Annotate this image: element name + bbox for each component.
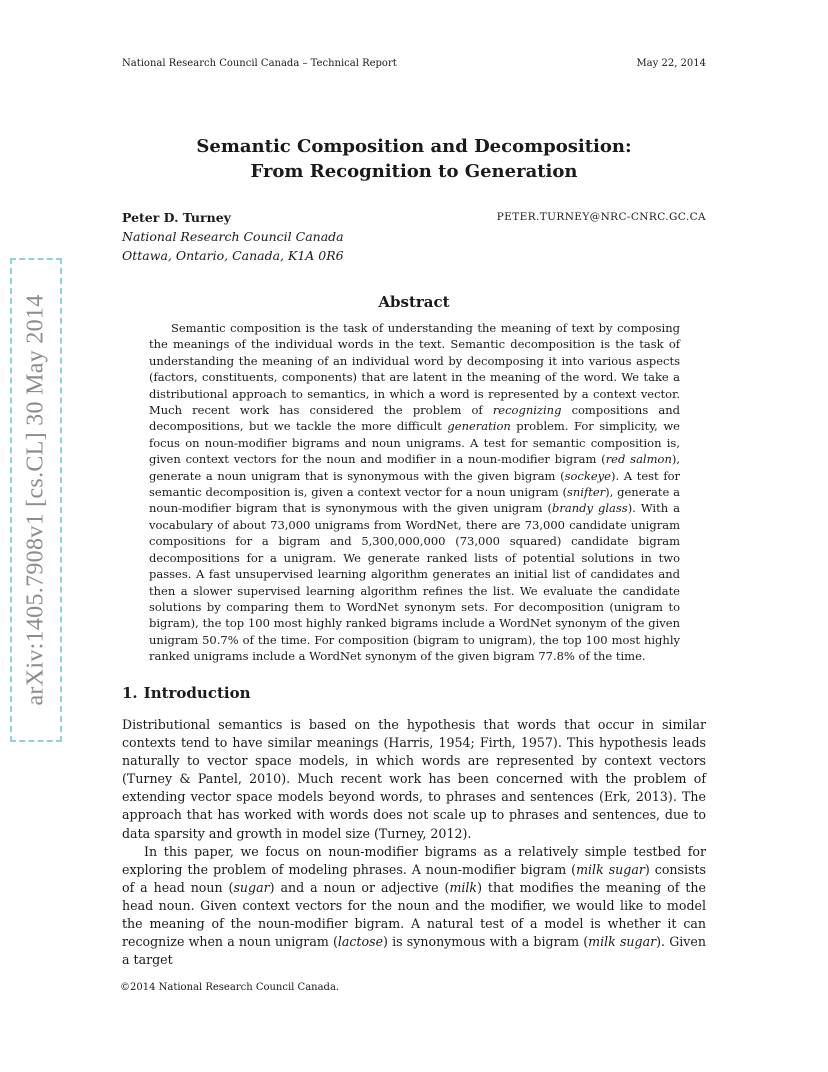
abstract-emphasis: red salmon — [605, 452, 672, 467]
arxiv-stamp — [10, 258, 62, 742]
paper-title — [122, 134, 706, 184]
running-head-date: May 22, 2014 — [636, 57, 706, 69]
intro-emphasis: milk sugar — [576, 861, 645, 877]
intro-emphasis: milk — [449, 879, 478, 895]
abstract-text: compositions and decompositions, but we tackle the more difficult — [149, 403, 680, 434]
abstract-text: Semantic composition is the task of understanding the meaning of text by composing the meanings of the individual words in the text. Semantic decomposition is the task of understanding the meaning of an individual word by decomposing it into various aspects (factors, constituents, components) that are latent in the meaning of the word. We take a distributional approach to semantics, in which a word is represented by a context vector. Much recent work has considered the problem of — [149, 321, 680, 418]
abstract-text: ), generate a noun-modifier bigram that is synonymous with the given unigram ( — [149, 485, 680, 516]
arxiv-identifier: arXiv:1405.7908v1 [cs.CL] 30 May 2014 — [22, 294, 49, 706]
abstract-text: ). With a vocabulary of about 73,000 unigrams from WordNet, there are 73,000 candidate unigram compositions for a bigram and 5,300,000,000 (73,000 squared) candidate bigram decompositions for a unigram. We generate ranked lists of potential solutions in two passes. A fast unsupervised learning algorithm generates an initial list of candidates and then a slower supervised learning algorithm refines the list. We evaluate the candidate solutions by comparing them to WordNet synonym sets. For decomposition (unigram to bigram), the top 100 most highly ranked bigrams include a WordNet synonym of the given unigram 50.7% of the time. For composition (bigram to unigram), the top 100 most highly ranked unigrams include a WordNet synonym of the given bigram 77.8% of the time. — [149, 501, 680, 664]
abstract-text: ), generate a noun unigram that is synonymous with the given bigram ( — [149, 452, 681, 483]
introduction-body — [122, 716, 706, 969]
intro-emphasis: sugar — [233, 879, 270, 895]
author-email: PETER.TURNEY@NRC-CNRC.GC.CA — [496, 211, 706, 223]
abstract-text: problem. For simplicity, we focus on noun-modifier bigrams and noun unigrams. A test for semantic composition is, given context vectors for the noun and modifier in a noun-modifier bigram ( — [149, 419, 680, 467]
intro-text: ) is synonymous with a bigram ( — [383, 934, 589, 950]
intro-emphasis: milk sugar — [588, 934, 657, 950]
abstract-emphasis: sockeye — [564, 468, 611, 483]
title-line-1: Semantic Composition and Decomposition: — [196, 136, 632, 157]
abstract-emphasis: recognizing — [492, 403, 562, 418]
intro-text: ) that modifies the meaning of the head noun. Given context vectors for the noun and the modifier, we would like to model the meaning of the noun-modifier bigram. A natural test of a model is whether it can recognize when a noun unigram ( — [122, 879, 706, 950]
abstract-emphasis: generation — [447, 419, 511, 434]
section-number: 1. — [122, 684, 138, 702]
author-name: Peter D. Turney — [122, 210, 231, 225]
author-affiliation-2: Ottawa, Ontario, Canada, K1A 0R6 — [122, 248, 344, 263]
abstract-text: ). A test for semantic decomposition is, given a context vector for a noun unigram ( — [149, 468, 680, 500]
section-title: Introduction — [143, 684, 251, 702]
section-heading-introduction — [122, 684, 251, 702]
intro-text: ). Given a target — [122, 934, 706, 968]
running-head — [122, 56, 706, 70]
copyright-footer: ©2014 National Research Council Canada. — [120, 982, 340, 993]
intro-paragraph-1: Distributional semantics is based on the hypothesis that words that occur in similar contexts tend to have similar meanings (Harris, 1954; Firth, 1957). This hypothesis leads naturally to vector space models, in which words are represented by context vectors (Turney & Pantel, 2010). Much recent work has been concerned with the problem of extending vector space models beyond words, to phrases and sentences (Erk, 2013). The approach that has worked with words does not scale up to phrases and sentences, due to data sparsity and growth in model size (Turney, 2012). — [122, 717, 706, 841]
intro-text: ) and a noun or adjective ( — [269, 879, 450, 895]
intro-text: In this paper, we focus on noun-modifier bigrams as a relatively simple testbed for exploring the problem of modeling phrases. A noun-modifier bigram ( — [122, 843, 706, 877]
author-affiliation-1: National Research Council Canada — [122, 229, 344, 244]
intro-paragraph-2 — [122, 843, 706, 970]
abstract-emphasis: snifter — [566, 485, 606, 500]
intro-emphasis: lactose — [337, 934, 384, 950]
abstract-emphasis: brandy glass — [552, 501, 628, 516]
abstract-heading: Abstract — [378, 293, 450, 311]
abstract-body — [149, 320, 680, 665]
running-head-left: National Research Council Canada – Technical Report — [122, 57, 397, 69]
title-line-2: From Recognition to Generation — [250, 161, 578, 182]
author-block — [122, 208, 706, 265]
intro-text: ) consists of a head noun ( — [122, 861, 707, 895]
